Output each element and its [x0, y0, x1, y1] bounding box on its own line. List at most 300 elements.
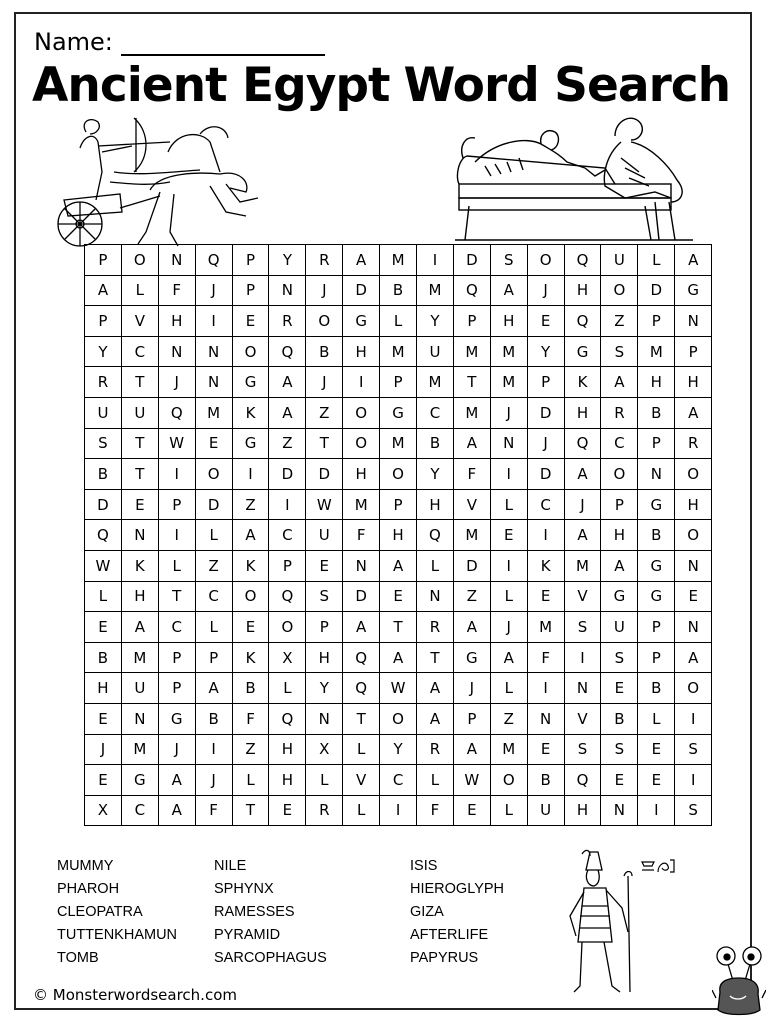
grid-cell[interactable]: H [564, 795, 601, 826]
grid-cell[interactable]: J [195, 275, 232, 306]
grid-cell[interactable]: A [232, 520, 269, 551]
grid-cell[interactable]: G [380, 397, 417, 428]
grid-cell[interactable]: N [675, 550, 712, 581]
grid-cell[interactable]: L [343, 795, 380, 826]
grid-cell[interactable]: L [85, 581, 122, 612]
grid-cell[interactable]: D [453, 550, 490, 581]
grid-cell[interactable]: I [269, 489, 306, 520]
grid-cell[interactable]: X [85, 795, 122, 826]
grid-cell[interactable]: R [675, 428, 712, 459]
grid-cell[interactable]: N [675, 306, 712, 337]
grid-cell[interactable]: G [638, 550, 675, 581]
grid-cell[interactable]: H [343, 336, 380, 367]
grid-cell[interactable]: A [121, 612, 158, 643]
grid-cell[interactable]: A [269, 397, 306, 428]
grid-cell[interactable]: S [564, 612, 601, 643]
grid-cell[interactable]: H [490, 306, 527, 337]
grid-cell[interactable]: A [675, 397, 712, 428]
grid-cell[interactable]: E [453, 795, 490, 826]
grid-cell[interactable]: P [601, 489, 638, 520]
grid-cell[interactable]: T [343, 703, 380, 734]
grid-cell[interactable]: Q [453, 275, 490, 306]
grid-cell[interactable]: L [195, 612, 232, 643]
grid-cell[interactable]: N [343, 550, 380, 581]
grid-cell[interactable]: Z [490, 703, 527, 734]
grid-cell[interactable]: L [490, 581, 527, 612]
grid-cell[interactable]: E [269, 795, 306, 826]
grid-cell[interactable]: L [417, 765, 454, 796]
grid-cell[interactable]: N [121, 520, 158, 551]
grid-cell[interactable]: B [638, 520, 675, 551]
grid-cell[interactable]: E [527, 306, 564, 337]
grid-cell[interactable]: D [638, 275, 675, 306]
grid-cell[interactable]: R [306, 795, 343, 826]
grid-cell[interactable]: L [638, 703, 675, 734]
grid-cell[interactable]: E [638, 734, 675, 765]
grid-cell[interactable]: T [121, 367, 158, 398]
grid-cell[interactable]: P [85, 245, 122, 276]
grid-cell[interactable]: H [269, 765, 306, 796]
grid-cell[interactable]: U [85, 397, 122, 428]
grid-cell[interactable]: H [417, 489, 454, 520]
grid-cell[interactable]: N [675, 612, 712, 643]
grid-cell[interactable]: U [121, 397, 158, 428]
grid-cell[interactable]: S [675, 795, 712, 826]
grid-cell[interactable]: N [527, 703, 564, 734]
grid-cell[interactable]: B [638, 397, 675, 428]
grid-cell[interactable]: I [158, 520, 195, 551]
grid-cell[interactable]: J [306, 367, 343, 398]
grid-cell[interactable]: B [638, 673, 675, 704]
grid-cell[interactable]: A [453, 734, 490, 765]
grid-cell[interactable]: L [269, 673, 306, 704]
grid-cell[interactable]: D [85, 489, 122, 520]
grid-cell[interactable]: R [306, 245, 343, 276]
grid-cell[interactable]: I [564, 642, 601, 673]
grid-cell[interactable]: E [85, 765, 122, 796]
grid-cell[interactable]: O [601, 275, 638, 306]
grid-cell[interactable]: L [638, 245, 675, 276]
grid-cell[interactable]: F [343, 520, 380, 551]
grid-cell[interactable]: I [380, 795, 417, 826]
grid-cell[interactable]: H [638, 367, 675, 398]
grid-cell[interactable]: S [601, 642, 638, 673]
grid-cell[interactable]: A [675, 245, 712, 276]
grid-cell[interactable]: K [232, 642, 269, 673]
grid-cell[interactable]: D [306, 459, 343, 490]
grid-cell[interactable]: P [269, 550, 306, 581]
grid-cell[interactable]: S [490, 245, 527, 276]
grid-cell[interactable]: I [675, 765, 712, 796]
grid-cell[interactable]: J [527, 428, 564, 459]
grid-cell[interactable]: X [306, 734, 343, 765]
grid-cell[interactable]: S [85, 428, 122, 459]
grid-cell[interactable]: B [306, 336, 343, 367]
grid-cell[interactable]: T [453, 367, 490, 398]
grid-cell[interactable]: M [490, 336, 527, 367]
grid-cell[interactable]: J [453, 673, 490, 704]
grid-cell[interactable]: G [343, 306, 380, 337]
grid-cell[interactable]: H [380, 520, 417, 551]
grid-cell[interactable]: O [527, 245, 564, 276]
grid-cell[interactable]: Z [453, 581, 490, 612]
grid-cell[interactable]: Q [269, 581, 306, 612]
grid-cell[interactable]: L [417, 550, 454, 581]
grid-cell[interactable]: E [380, 581, 417, 612]
grid-cell[interactable]: B [85, 459, 122, 490]
grid-cell[interactable]: G [232, 428, 269, 459]
grid-cell[interactable]: A [601, 550, 638, 581]
grid-cell[interactable]: J [527, 275, 564, 306]
grid-cell[interactable]: B [417, 428, 454, 459]
grid-cell[interactable]: M [195, 397, 232, 428]
grid-cell[interactable]: A [380, 642, 417, 673]
grid-cell[interactable]: R [85, 367, 122, 398]
grid-cell[interactable]: F [232, 703, 269, 734]
grid-cell[interactable]: E [195, 428, 232, 459]
grid-cell[interactable]: I [158, 459, 195, 490]
grid-cell[interactable]: B [527, 765, 564, 796]
grid-cell[interactable]: M [490, 367, 527, 398]
grid-cell[interactable]: H [269, 734, 306, 765]
grid-cell[interactable]: W [85, 550, 122, 581]
grid-cell[interactable]: C [527, 489, 564, 520]
grid-cell[interactable]: Q [564, 428, 601, 459]
grid-cell[interactable]: I [490, 550, 527, 581]
grid-cell[interactable]: O [675, 520, 712, 551]
grid-cell[interactable]: O [306, 306, 343, 337]
grid-cell[interactable]: H [675, 367, 712, 398]
grid-cell[interactable]: V [564, 703, 601, 734]
grid-cell[interactable]: U [306, 520, 343, 551]
grid-cell[interactable]: Q [417, 520, 454, 551]
grid-cell[interactable]: A [343, 245, 380, 276]
grid-cell[interactable]: I [527, 520, 564, 551]
grid-cell[interactable]: C [195, 581, 232, 612]
grid-cell[interactable]: M [380, 336, 417, 367]
grid-cell[interactable]: G [158, 703, 195, 734]
grid-cell[interactable]: U [417, 336, 454, 367]
grid-cell[interactable]: J [158, 734, 195, 765]
grid-cell[interactable]: O [232, 336, 269, 367]
grid-cell[interactable]: P [158, 642, 195, 673]
grid-cell[interactable]: E [85, 612, 122, 643]
grid-cell[interactable]: C [121, 795, 158, 826]
grid-cell[interactable]: H [158, 306, 195, 337]
grid-cell[interactable]: I [675, 703, 712, 734]
grid-cell[interactable]: N [306, 703, 343, 734]
grid-cell[interactable]: P [638, 642, 675, 673]
grid-cell[interactable]: Y [527, 336, 564, 367]
grid-cell[interactable]: C [380, 765, 417, 796]
grid-cell[interactable]: C [601, 428, 638, 459]
grid-cell[interactable]: L [343, 734, 380, 765]
grid-cell[interactable]: N [490, 428, 527, 459]
grid-cell[interactable]: G [232, 367, 269, 398]
grid-cell[interactable]: E [306, 550, 343, 581]
grid-cell[interactable]: I [490, 459, 527, 490]
grid-cell[interactable]: O [380, 459, 417, 490]
grid-cell[interactable]: U [601, 612, 638, 643]
grid-cell[interactable]: G [675, 275, 712, 306]
grid-cell[interactable]: O [232, 581, 269, 612]
grid-cell[interactable]: T [158, 581, 195, 612]
grid-cell[interactable]: D [195, 489, 232, 520]
grid-cell[interactable]: V [453, 489, 490, 520]
grid-cell[interactable]: P [453, 306, 490, 337]
grid-cell[interactable]: G [453, 642, 490, 673]
grid-cell[interactable]: D [453, 245, 490, 276]
grid-cell[interactable]: H [85, 673, 122, 704]
grid-cell[interactable]: C [269, 520, 306, 551]
grid-cell[interactable]: E [601, 765, 638, 796]
grid-cell[interactable]: A [417, 703, 454, 734]
grid-cell[interactable]: N [601, 795, 638, 826]
grid-cell[interactable]: M [564, 550, 601, 581]
grid-cell[interactable]: N [638, 459, 675, 490]
grid-cell[interactable]: A [158, 765, 195, 796]
grid-cell[interactable]: S [601, 734, 638, 765]
grid-cell[interactable]: K [527, 550, 564, 581]
grid-cell[interactable]: Y [380, 734, 417, 765]
grid-cell[interactable]: I [527, 673, 564, 704]
grid-cell[interactable]: Z [269, 428, 306, 459]
grid-cell[interactable]: H [306, 642, 343, 673]
grid-cell[interactable]: Y [306, 673, 343, 704]
grid-cell[interactable]: H [601, 520, 638, 551]
grid-cell[interactable]: H [564, 397, 601, 428]
grid-cell[interactable]: I [195, 306, 232, 337]
grid-cell[interactable]: E [601, 673, 638, 704]
grid-cell[interactable]: P [158, 489, 195, 520]
grid-cell[interactable]: A [417, 673, 454, 704]
grid-cell[interactable]: A [269, 367, 306, 398]
name-line[interactable] [121, 32, 325, 56]
grid-cell[interactable]: O [601, 459, 638, 490]
grid-cell[interactable]: T [306, 428, 343, 459]
grid-cell[interactable]: Q [269, 336, 306, 367]
grid-cell[interactable]: O [343, 428, 380, 459]
grid-cell[interactable]: N [195, 336, 232, 367]
grid-cell[interactable]: T [121, 428, 158, 459]
grid-cell[interactable]: S [306, 581, 343, 612]
grid-cell[interactable]: D [343, 275, 380, 306]
grid-cell[interactable]: E [638, 765, 675, 796]
grid-cell[interactable]: R [417, 734, 454, 765]
grid-cell[interactable]: W [380, 673, 417, 704]
grid-cell[interactable]: O [269, 612, 306, 643]
grid-cell[interactable]: W [158, 428, 195, 459]
grid-cell[interactable]: L [490, 673, 527, 704]
grid-cell[interactable]: L [195, 520, 232, 551]
grid-cell[interactable]: W [453, 765, 490, 796]
grid-cell[interactable]: P [453, 703, 490, 734]
grid-cell[interactable]: F [158, 275, 195, 306]
grid-cell[interactable]: T [121, 459, 158, 490]
grid-cell[interactable]: I [195, 734, 232, 765]
grid-cell[interactable]: V [564, 581, 601, 612]
grid-cell[interactable]: M [490, 734, 527, 765]
grid-cell[interactable]: A [380, 550, 417, 581]
grid-cell[interactable]: H [343, 459, 380, 490]
grid-cell[interactable]: G [564, 336, 601, 367]
grid-cell[interactable]: B [232, 673, 269, 704]
grid-cell[interactable]: A [195, 673, 232, 704]
grid-cell[interactable]: D [343, 581, 380, 612]
grid-cell[interactable]: L [232, 765, 269, 796]
grid-cell[interactable]: I [343, 367, 380, 398]
grid-cell[interactable]: E [527, 581, 564, 612]
grid-cell[interactable]: J [85, 734, 122, 765]
grid-cell[interactable]: L [306, 765, 343, 796]
grid-cell[interactable]: A [490, 275, 527, 306]
grid-cell[interactable]: P [527, 367, 564, 398]
grid-cell[interactable]: O [675, 673, 712, 704]
grid-cell[interactable]: M [453, 336, 490, 367]
grid-cell[interactable]: E [675, 581, 712, 612]
grid-cell[interactable]: P [195, 642, 232, 673]
grid-cell[interactable]: N [269, 275, 306, 306]
grid-cell[interactable]: K [564, 367, 601, 398]
grid-cell[interactable]: H [564, 275, 601, 306]
grid-cell[interactable]: P [380, 489, 417, 520]
grid-cell[interactable]: O [121, 245, 158, 276]
grid-cell[interactable]: M [380, 245, 417, 276]
grid-cell[interactable]: L [380, 306, 417, 337]
grid-cell[interactable]: H [675, 489, 712, 520]
grid-cell[interactable]: P [306, 612, 343, 643]
grid-cell[interactable]: M [121, 734, 158, 765]
grid-cell[interactable]: A [564, 459, 601, 490]
grid-cell[interactable]: Q [195, 245, 232, 276]
grid-cell[interactable]: K [232, 550, 269, 581]
grid-cell[interactable]: U [601, 245, 638, 276]
grid-cell[interactable]: I [232, 459, 269, 490]
grid-cell[interactable]: Q [564, 245, 601, 276]
grid-cell[interactable]: Z [232, 489, 269, 520]
grid-cell[interactable]: B [601, 703, 638, 734]
grid-cell[interactable]: J [158, 367, 195, 398]
grid-cell[interactable]: M [638, 336, 675, 367]
grid-cell[interactable]: U [527, 795, 564, 826]
grid-cell[interactable]: A [601, 367, 638, 398]
grid-cell[interactable]: H [121, 581, 158, 612]
grid-cell[interactable]: J [306, 275, 343, 306]
grid-cell[interactable]: D [527, 459, 564, 490]
grid-cell[interactable]: L [121, 275, 158, 306]
grid-cell[interactable]: Y [85, 336, 122, 367]
grid-cell[interactable]: O [380, 703, 417, 734]
grid-cell[interactable]: G [121, 765, 158, 796]
grid-cell[interactable]: N [158, 245, 195, 276]
grid-cell[interactable]: F [195, 795, 232, 826]
grid-cell[interactable]: Z [232, 734, 269, 765]
grid-cell[interactable]: E [490, 520, 527, 551]
grid-cell[interactable]: D [269, 459, 306, 490]
grid-cell[interactable]: E [121, 489, 158, 520]
grid-cell[interactable]: I [417, 245, 454, 276]
grid-cell[interactable]: M [121, 642, 158, 673]
grid-cell[interactable]: Q [343, 642, 380, 673]
grid-cell[interactable]: O [343, 397, 380, 428]
grid-cell[interactable]: A [343, 612, 380, 643]
grid-cell[interactable]: P [638, 428, 675, 459]
grid-cell[interactable]: P [380, 367, 417, 398]
grid-cell[interactable]: E [527, 734, 564, 765]
grid-cell[interactable]: V [343, 765, 380, 796]
grid-cell[interactable]: F [453, 459, 490, 490]
grid-cell[interactable]: C [121, 336, 158, 367]
grid-cell[interactable]: N [121, 703, 158, 734]
grid-cell[interactable]: R [417, 612, 454, 643]
grid-cell[interactable]: Y [417, 306, 454, 337]
grid-cell[interactable]: K [121, 550, 158, 581]
grid-cell[interactable]: Q [269, 703, 306, 734]
grid-cell[interactable]: J [490, 612, 527, 643]
grid-cell[interactable]: C [158, 612, 195, 643]
grid-cell[interactable]: Z [195, 550, 232, 581]
grid-cell[interactable]: I [638, 795, 675, 826]
grid-cell[interactable]: O [675, 459, 712, 490]
grid-cell[interactable]: Z [601, 306, 638, 337]
grid-cell[interactable]: N [564, 673, 601, 704]
grid-cell[interactable]: A [85, 275, 122, 306]
grid-cell[interactable]: L [158, 550, 195, 581]
grid-cell[interactable]: M [343, 489, 380, 520]
grid-cell[interactable]: S [675, 734, 712, 765]
grid-cell[interactable]: M [417, 275, 454, 306]
grid-cell[interactable]: M [417, 367, 454, 398]
grid-cell[interactable]: Q [343, 673, 380, 704]
grid-cell[interactable]: S [601, 336, 638, 367]
grid-cell[interactable]: P [85, 306, 122, 337]
grid-cell[interactable]: O [490, 765, 527, 796]
grid-cell[interactable]: V [121, 306, 158, 337]
grid-cell[interactable]: A [453, 428, 490, 459]
grid-cell[interactable]: Q [85, 520, 122, 551]
grid-cell[interactable]: P [232, 275, 269, 306]
grid-cell[interactable]: A [490, 642, 527, 673]
grid-cell[interactable]: K [232, 397, 269, 428]
grid-cell[interactable]: R [269, 306, 306, 337]
grid-cell[interactable]: M [527, 612, 564, 643]
grid-cell[interactable]: M [453, 397, 490, 428]
grid-cell[interactable]: Y [417, 459, 454, 490]
grid-cell[interactable]: T [232, 795, 269, 826]
grid-cell[interactable]: P [675, 336, 712, 367]
grid-cell[interactable]: F [527, 642, 564, 673]
grid-cell[interactable]: J [195, 765, 232, 796]
grid-cell[interactable]: E [85, 703, 122, 734]
grid-cell[interactable]: B [195, 703, 232, 734]
grid-cell[interactable]: F [417, 795, 454, 826]
grid-cell[interactable]: C [417, 397, 454, 428]
grid-cell[interactable]: G [638, 581, 675, 612]
grid-cell[interactable]: M [453, 520, 490, 551]
grid-cell[interactable]: Z [306, 397, 343, 428]
grid-cell[interactable]: B [380, 275, 417, 306]
grid-cell[interactable]: T [417, 642, 454, 673]
grid-cell[interactable]: M [380, 428, 417, 459]
grid-cell[interactable]: P [638, 612, 675, 643]
grid-cell[interactable]: Q [158, 397, 195, 428]
grid-cell[interactable]: J [490, 397, 527, 428]
grid-cell[interactable]: Q [564, 306, 601, 337]
grid-cell[interactable]: X [269, 642, 306, 673]
grid-cell[interactable]: N [158, 336, 195, 367]
grid-cell[interactable]: Y [269, 245, 306, 276]
grid-cell[interactable]: W [306, 489, 343, 520]
